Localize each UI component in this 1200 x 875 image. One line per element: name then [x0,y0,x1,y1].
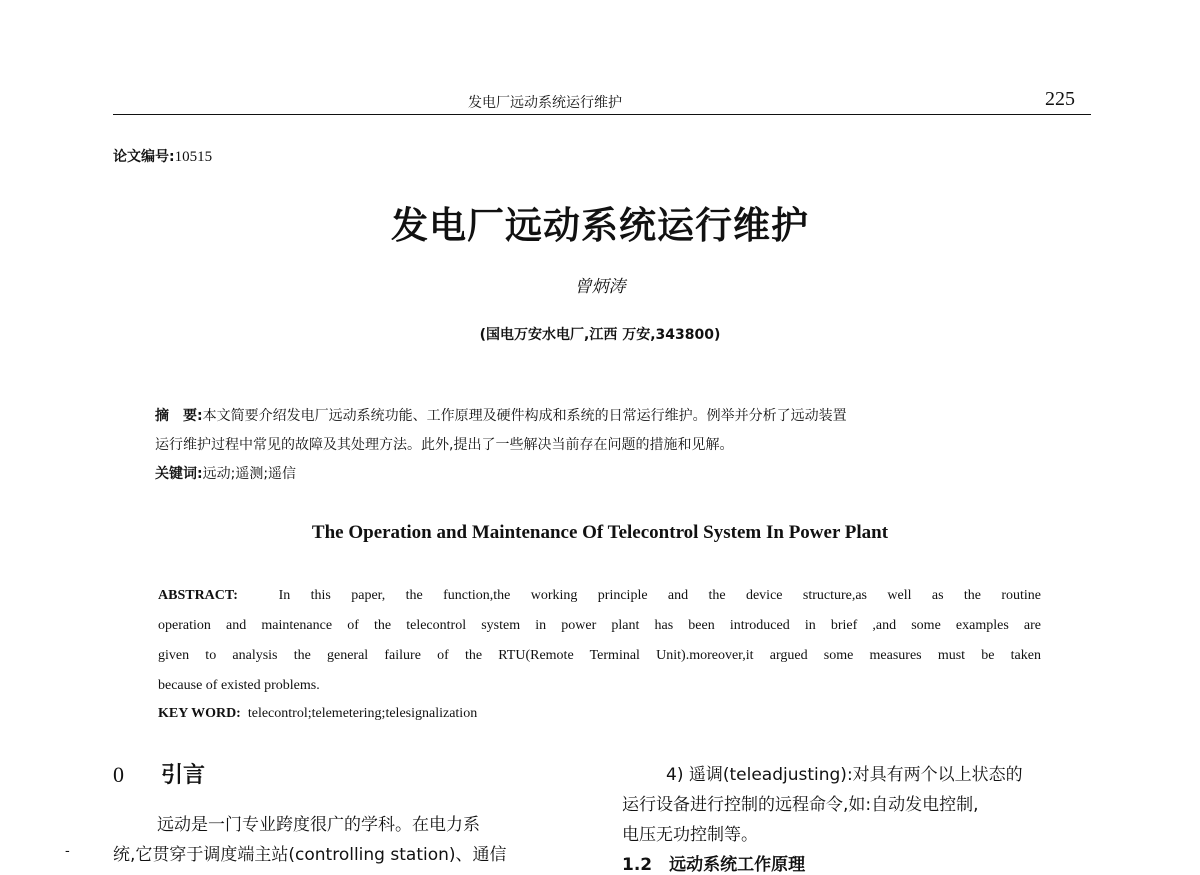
abstract-en-line-4: because of existed problems. [158,678,320,693]
keywords-cn [155,463,296,483]
abstract-en-label: ABSTRACT: [158,588,238,603]
subsection-heading: 1.2 远动系统工作原理 [622,855,806,875]
abstract-en-line-2: operation and maintenance of the telecontrol system in power plant has been introduced in brief ,and some examples are [158,618,1041,633]
left-column-line-1: 远动是一门专业跨度很广的学科。在电力系 [157,815,480,835]
paper-id-number: 10515 [174,149,213,165]
abstract-cn-line-1 [155,405,847,425]
keywords-en-label: KEY WORD: [158,706,241,721]
abstract-en-line-3: given to analysis the general failure of the RTU(Remote Terminal Unit).moreover,it argued some measures must be taken [158,648,1041,663]
abstract-en-line-1 [158,588,1041,604]
author-affiliation: (国电万安水电厂,江西 万安,343800) [479,327,721,343]
right-column-line-2: 运行设备进行控制的远程命令,如:自动发电控制, [622,795,979,815]
right-column-line-1: 4) 遥调(teleadjusting):对具有两个以上状态的 [666,765,1023,785]
keywords-cn-label: 关键词: [155,466,203,482]
author-name: 曾炳涛 [574,277,626,297]
paper-id [113,146,212,166]
section-number: 0 [113,762,124,787]
keywords-en-text: telecontrol;telemetering;telesignalization [247,706,478,721]
abstract-cn-text-1: 本文简要介绍发电厂远动系统功能、工作原理及硬件构成和系统的日常运行维护。例举并分析了远动装置 [202,408,847,424]
right-column-line-3: 电压无功控制等。 [622,825,758,845]
section-heading-introduction [113,758,205,789]
abstract-en-text-1: In this paper, the function,the working principle and the device structure,as well as the routine [278,588,1042,603]
english-title: The Operation and Maintenance Of Telecontrol System In Power Plant [311,522,889,543]
abstract-cn-line-2: 运行维护过程中常见的故障及其处理方法。此外,提出了一些解决当前存在问题的措施和见解。 [155,437,734,453]
page-number: 225 [1045,88,1075,110]
running-header-title: 发电厂远动系统运行维护 [468,95,622,111]
margin-mark: - [65,843,70,859]
keywords-cn-text: 远动;遥测;遥信 [202,466,297,482]
paper-id-label: 论文编号: [113,149,175,165]
abstract-cn-label: 摘 要: [155,408,203,424]
keywords-en [158,706,477,722]
section-title: 引言 [161,763,206,788]
header-rule [113,114,1091,115]
paper-title: 发电厂远动系统运行维护 [391,204,809,247]
left-column-line-2: 统,它贯穿于调度端主站(controlling station)、通信 [113,845,507,865]
